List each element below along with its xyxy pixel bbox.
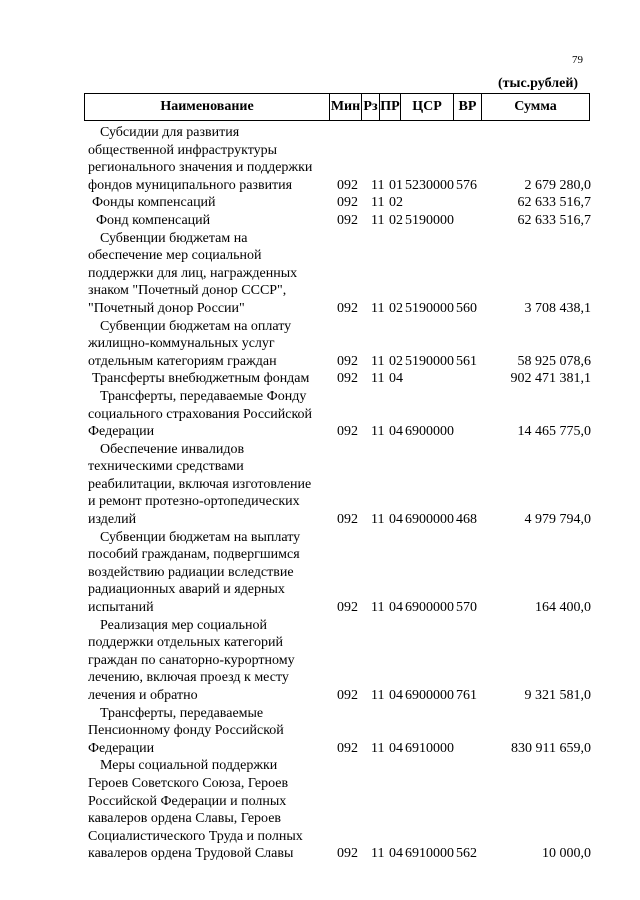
row-name-line: Субвенции бюджетам на выплату [100,529,301,545]
table-row [0,230,640,318]
row-name-line: жилищно-коммунальных услуг [88,336,275,352]
row-vr: 560 [456,300,477,316]
row-name-line: кавалеров ордена Славы, Героев [88,811,282,827]
row-name-line: и ремонт протезно-ортопедических [88,494,300,510]
row-min: 092 [337,177,358,193]
header-pr: ПР [380,94,401,120]
row-name-line: фондов муниципального развития [88,177,293,193]
row-csr: 6900000 [405,512,454,528]
row-name [88,388,334,441]
row-min: 092 [337,371,358,387]
row-min: 092 [337,195,358,211]
row-name-line: Обеспечение инвалидов [100,441,245,457]
row-csr: 6910000 [405,846,454,862]
row-csr: 5230000 [405,177,454,193]
row-min: 092 [337,600,358,616]
row-sum: 14 465 775,0 [517,424,591,440]
row-rz: 11 [371,600,385,616]
row-min: 092 [337,846,358,862]
row-name-line: Субсидии для развития [100,125,240,140]
row-name-line: Федерации [88,424,155,440]
row-name-line: Фонды компенсаций [92,195,216,211]
row-name-line: социального страхования Российской [88,406,313,422]
row-name [88,212,334,230]
row-name-line: общественной инфраструктуры [88,142,278,158]
row-rz: 11 [371,353,385,369]
row-name-line: Реализация мер социальной [100,617,267,633]
units-label: (тыс.рублей) [498,76,579,91]
row-sum: 62 633 516,7 [517,195,591,211]
row-name [88,194,334,212]
row-name-line: изделий [88,512,137,528]
row-name-line: лечения и обратно [88,688,198,703]
table-row [0,370,640,388]
row-vr: 561 [456,353,477,369]
row-rz: 11 [371,177,385,193]
row-rz: 11 [371,212,385,228]
row-csr: 6900000 [405,688,454,703]
row-vr: 562 [456,846,477,862]
row-pr: 02 [389,300,403,316]
row-sum: 164 400,0 [535,600,591,616]
row-pr: 04 [389,424,403,440]
row-name [88,370,334,388]
row-name-line: Фонд компенсаций [96,212,211,228]
row-vr: 576 [456,177,477,193]
row-name-line: Социалистического Труда и полных [88,828,303,844]
table-row [0,212,640,230]
row-rz: 11 [371,300,385,316]
row-name-line: "Почетный донор России" [88,300,245,316]
row-min: 092 [337,300,358,316]
row-name-line: Субвенции бюджетам на оплату [100,318,292,334]
row-sum: 58 925 078,6 [517,353,591,369]
row-name-line: Субвенции бюджетам на [100,230,248,246]
row-sum: 2 679 280,0 [524,177,591,193]
row-name-line: Меры социальной поддержки [100,758,278,774]
row-name-line: обеспечение мер социальной [88,248,262,264]
row-name [88,318,334,371]
table-row [0,617,640,705]
header-min: Мин [330,94,362,120]
table-row [0,388,640,441]
row-rz: 11 [371,740,385,756]
table-row [0,529,640,617]
row-name-line: техническими средствами [88,459,244,475]
row-name-line: пособий гражданам, подвергшимся [88,547,300,563]
row-sum: 830 911 659,0 [511,740,591,756]
row-pr: 04 [389,371,403,387]
table-row [0,194,640,212]
row-name [88,230,334,318]
row-name-line: Пенсионному фонду Российской [88,723,284,739]
row-name-line: реабилитации, включая изготовление [88,476,312,492]
row-sum: 62 633 516,7 [517,212,591,228]
row-name-line: лечению, включая проезд к месту [88,670,289,686]
row-pr: 04 [389,740,403,756]
row-pr: 04 [389,688,403,703]
row-name-line: граждан по санаторно-курортному [88,652,295,668]
row-pr: 01 [389,177,403,193]
row-vr: 468 [456,512,477,528]
row-pr: 04 [389,600,403,616]
row-name [88,617,334,705]
row-vr: 570 [456,600,477,616]
row-name-line: регионального значения и поддержки [88,160,313,176]
table-row [0,705,640,758]
row-min: 092 [337,512,358,528]
row-sum: 902 471 381,1 [510,371,591,387]
row-name [88,529,334,617]
table-header [84,93,590,121]
row-name-line: кавалеров ордена Трудовой Славы [88,846,294,862]
row-csr: 5190000 [405,212,454,228]
row-name-line: поддержки для лиц, награжденных [88,265,298,281]
row-pr: 02 [389,212,403,228]
row-name-line: радиационных аварий и ядерных [88,582,285,598]
table-body [0,124,640,863]
row-min: 092 [337,212,358,228]
row-name-line: Российской Федерации и полных [88,793,287,809]
row-name [88,705,334,758]
table-row [0,757,640,863]
page-number: 79 [572,54,583,66]
row-min: 092 [337,688,358,703]
row-rz: 11 [371,512,385,528]
row-sum: 4 979 794,0 [524,512,591,528]
row-min: 092 [337,424,358,440]
row-csr: 6900000 [405,600,454,616]
row-name [88,124,334,194]
row-sum: 3 708 438,1 [524,300,591,316]
row-pr: 04 [389,512,403,528]
row-sum: 10 000,0 [542,846,591,862]
row-name-line: отдельным категориям граждан [88,353,277,369]
row-name [88,441,334,529]
row-min: 092 [337,740,358,756]
table-row [0,124,640,194]
row-sum: 9 321 581,0 [524,688,591,703]
row-rz: 11 [371,195,385,211]
header-name: Наименование [85,94,330,120]
row-name-line: Героев Советского Союза, Героев [88,775,289,791]
row-rz: 11 [371,688,385,703]
header-vr: ВР [454,94,482,120]
row-name-line: воздействию радиации вследствие [88,564,294,580]
row-rz: 11 [371,371,385,387]
header-csr: ЦСР [401,94,454,120]
row-name-line: Федерации [88,740,155,756]
row-name-line: Трансферты, передаваемые Фонду [100,388,307,404]
row-csr: 6900000 [405,424,454,440]
row-name-line: Трансферты, передаваемые [100,705,264,721]
row-csr: 5190000 [405,353,454,369]
row-name-line: знаком "Почетный донор СССР", [88,283,287,299]
row-name-line: Трансферты внебюджетным фондам [92,371,310,387]
table-row [0,318,640,371]
row-pr: 04 [389,846,403,862]
header-rz: Рз [362,94,380,120]
header-sum: Сумма [514,99,557,114]
row-name-line: поддержки отдельных категорий [88,635,284,651]
row-min: 092 [337,353,358,369]
row-rz: 11 [371,846,385,862]
row-name-line: испытаний [88,600,154,616]
row-csr: 6910000 [405,740,454,756]
row-csr: 5190000 [405,300,454,316]
row-pr: 02 [389,353,403,369]
row-rz: 11 [371,424,385,440]
table-row [0,441,640,529]
row-pr: 02 [389,195,403,211]
row-vr: 761 [456,688,477,703]
row-name [88,757,334,863]
